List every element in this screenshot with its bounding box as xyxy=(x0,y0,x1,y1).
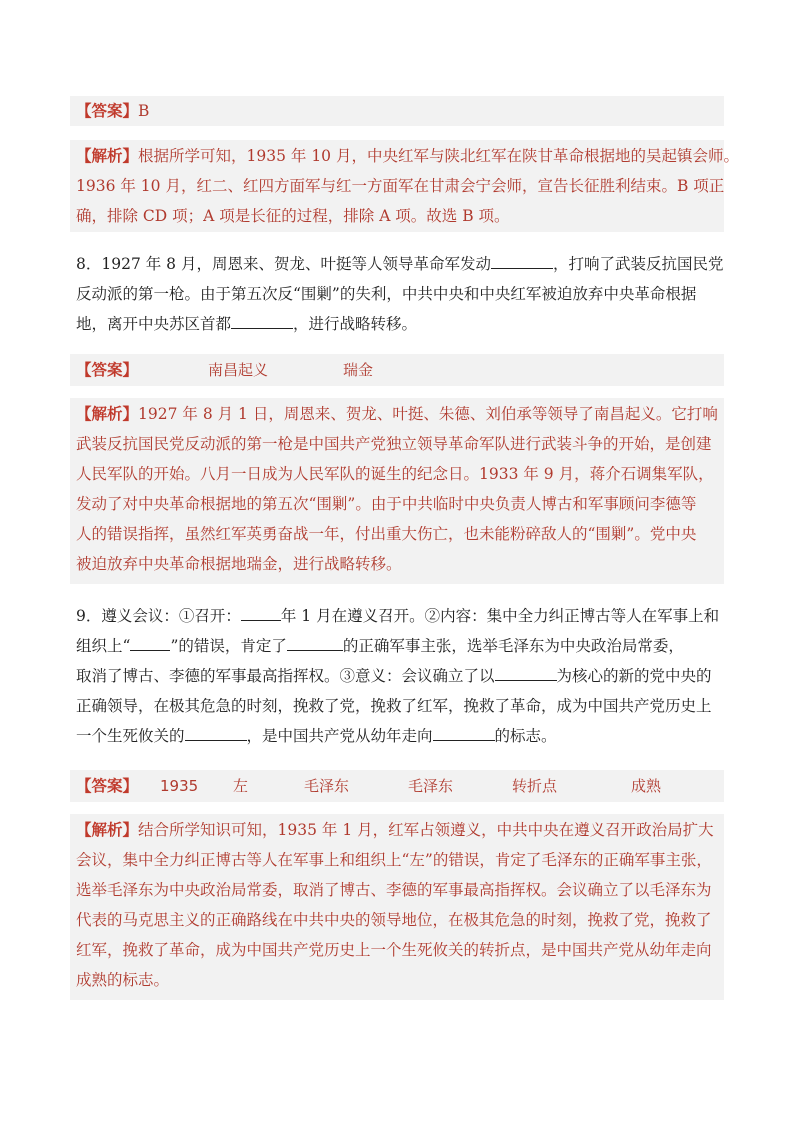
question-text: ，进行战略转移。 xyxy=(293,315,418,333)
analysis-line: 确，排除 CD 项；A 项是长征的过程，排除 A 项。故选 B 项。 xyxy=(76,207,510,225)
answer-blank xyxy=(433,726,495,741)
analysis-line: 根据所学可知，1935 年 10 月，中央红军与陕北红军在陕甘革命根据地的吴起镇会师。 xyxy=(138,147,739,165)
answer-blank xyxy=(491,254,553,269)
question-text: ，是中国共产党从幼年走向 xyxy=(246,727,433,745)
answer-blank xyxy=(185,726,247,741)
answer-blank xyxy=(231,314,293,329)
question-text: 年 1 月在遵义召开。②内容：集中全力纠正博古等人在军事上和 xyxy=(280,607,720,625)
analysis-line: 被迫放弃中央革命根据地瑞金，进行战略转移。 xyxy=(76,555,402,573)
question-text: 的标志。 xyxy=(494,727,557,745)
analysis-line: 选举毛泽东为中央政治局常委，取消了博古、李德的军事最高指挥权。会议确立了以毛泽东为 xyxy=(76,881,712,899)
question-text: 8．1927 年 8 月，周恩来、贺龙、叶挺等人领导革命军发动 xyxy=(76,255,491,273)
question-text: 地，离开中央苏区首都 xyxy=(76,315,232,333)
question-text: 为核心的新的党中央的 xyxy=(556,667,712,685)
analysis-line: 发动了对中央革命根据地的第五次“围剿”。由于中共临时中央负责人博古和军事顾问李德等 xyxy=(76,495,697,513)
answer-value: B xyxy=(138,102,150,120)
q9-answer-box xyxy=(70,770,724,802)
analysis-line: 人的错误指挥，虽然红军英勇奋战一年，付出重大伤亡，也未能粉碎敌人的“围剿”。党中央 xyxy=(76,525,697,543)
answer-blank xyxy=(241,606,281,621)
analysis-line: 1936 年 10 月，红二、红四方面军与红一方面军在甘肃会宁会师，宣告长征胜利结束。B 项正 xyxy=(76,177,725,195)
answer-value: 南昌起义 xyxy=(208,361,269,379)
analysis-tag: 【解析】 xyxy=(76,821,139,839)
q7-answer-box xyxy=(70,96,724,126)
question-text: ”的错误，肯定了 xyxy=(170,637,287,655)
analysis-line: 成熟的标志。 xyxy=(76,971,170,989)
answer-tag: 【答案】 xyxy=(76,777,139,795)
question-text: 的正确军事主张，选举毛泽东为中央政治局常委， xyxy=(342,637,684,655)
analysis-line: 人民军队的开始。八月一日成为人民军队的诞生的纪念日。1933 年 9 月，蒋介石调集军队， xyxy=(76,465,714,483)
q8-answer-box xyxy=(70,354,724,386)
analysis-line: 武装反抗国民党反动派的第一枪是中国共产党独立领导革命军队进行武装斗争的开始，是创建 xyxy=(76,435,712,453)
answer-value: 转折点 xyxy=(512,777,558,795)
question-text: 组织上“ xyxy=(76,637,131,655)
answer-value: 左 xyxy=(233,777,249,795)
q7-analysis-box xyxy=(70,140,739,232)
analysis-line: 结合所学知识可知，1935 年 1 月，红军占领遵义，中共中央在遵义召开政治局扩大 xyxy=(138,821,714,839)
answer-tag: 【答案】 xyxy=(76,361,139,379)
analysis-line: 1927 年 8 月 1 日，周恩来、贺龙、叶挺、朱德、刘伯承等领导了南昌起义。它打响 xyxy=(138,405,718,423)
question-text: 正确领导，在极其危急的时刻，挽救了党，挽救了红军，挽救了革命，成为中国共产党历史上 xyxy=(76,697,712,715)
question-text: 9．遵义会议：①召开： xyxy=(76,607,241,625)
question-text: ，打响了武装反抗国民党 xyxy=(552,255,724,273)
question-text: 反动派的第一枪。由于第五次反“围剿”的失利，中共中央和中央红军被迫放弃中央革命根据 xyxy=(76,285,697,303)
q8-analysis-box xyxy=(70,398,724,584)
q9-question xyxy=(70,602,724,758)
answer-value: 成熟 xyxy=(631,777,662,795)
answer-tag: 【答案】 xyxy=(76,102,139,120)
answer-value: 瑞金 xyxy=(343,361,374,379)
answer-value: 1935 xyxy=(160,777,199,795)
question-text: 取消了博古、李德的军事最高指挥权。③意义：会议确立了以 xyxy=(76,667,495,685)
question-text: 一个生死攸关的 xyxy=(76,727,185,745)
answer-blank xyxy=(130,636,170,651)
q9-analysis-box xyxy=(70,814,724,1000)
answer-value: 毛泽东 xyxy=(304,777,350,795)
answer-blank xyxy=(495,666,557,681)
analysis-line: 会议，集中全力纠正博古等人在军事上和组织上“左”的错误，肯定了毛泽东的正确军事主张， xyxy=(76,851,712,869)
analysis-line: 代表的马克思主义的正确路线在中共中央的领导地位，在极其危急的时刻，挽救了党，挽救了 xyxy=(76,911,712,929)
analysis-line: 红军，挽救了革命，成为中国共产党历史上一个生死攸关的转折点，是中国共产党从幼年走向 xyxy=(76,941,712,959)
q8-question xyxy=(70,250,724,340)
analysis-tag: 【解析】 xyxy=(76,405,139,423)
analysis-tag: 【解析】 xyxy=(76,147,139,165)
answer-blank xyxy=(287,636,343,651)
answer-value: 毛泽东 xyxy=(408,777,454,795)
